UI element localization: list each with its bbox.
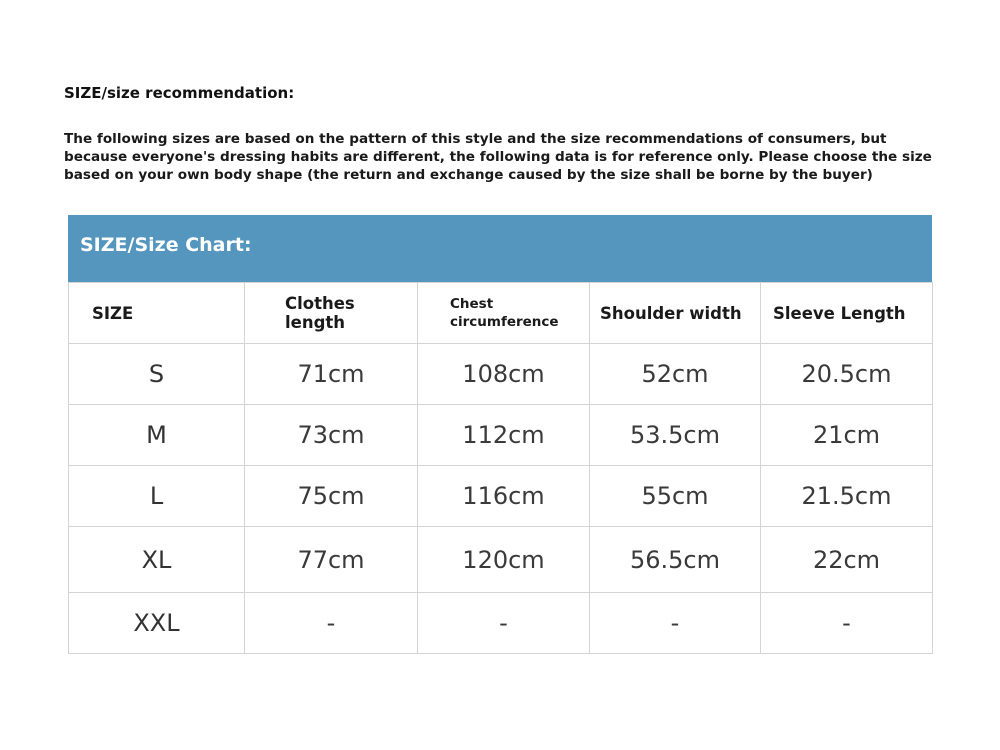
shoulder-width-cell: 55cm [590,466,761,527]
table-row [69,593,933,654]
size-cell: S [69,344,245,405]
sleeve-length-cell: - [761,593,933,654]
clothes-length-cell: 73cm [245,405,418,466]
shoulder-width-cell: 53.5cm [590,405,761,466]
chest-circumference-cell: - [418,593,590,654]
size-chart-title: SIZE/Size Chart: [80,234,252,256]
column-header-shoulder-width: Shoulder width [590,283,761,344]
chest-circumference-cell: 112cm [418,405,590,466]
chest-circumference-cell: 120cm [418,527,590,593]
column-header-clothes-length: Clothes length [245,283,418,344]
clothes-length-cell: 75cm [245,466,418,527]
table-row [69,466,933,527]
size-cell: XXL [69,593,245,654]
chest-circumference-cell: 108cm [418,344,590,405]
table-row [69,527,933,593]
shoulder-width-cell: 52cm [590,344,761,405]
sleeve-length-cell: 21.5cm [761,466,933,527]
sleeve-length-cell: 21cm [761,405,933,466]
clothes-length-cell: - [245,593,418,654]
size-cell: XL [69,527,245,593]
chest-circumference-cell: 116cm [418,466,590,527]
sleeve-length-cell: 20.5cm [761,344,933,405]
clothes-length-cell: 71cm [245,344,418,405]
size-note: The following sizes are based on the pattern of this style and the size recommendations of consumers, but because everyone's dressing habits are different, the following data is for reference only. Please choose the size based on your own body shape (the return and exchange caused by the size shall be borne by the buyer) [64,131,932,183]
table-row [69,344,933,405]
sleeve-length-cell: 22cm [761,527,933,593]
size-chart-banner [68,215,932,282]
column-header-size: SIZE [69,283,245,344]
page-heading: SIZE/size recommendation: [64,84,295,102]
column-header-chest-circumference: Chest circumference [418,283,590,344]
shoulder-width-cell: - [590,593,761,654]
size-table [68,282,933,654]
shoulder-width-cell: 56.5cm [590,527,761,593]
column-header-sleeve-length: Sleeve Length [761,283,933,344]
table-row [69,405,933,466]
table-header-row [69,283,933,344]
size-cell: M [69,405,245,466]
clothes-length-cell: 77cm [245,527,418,593]
size-chart [68,215,932,654]
size-cell: L [69,466,245,527]
